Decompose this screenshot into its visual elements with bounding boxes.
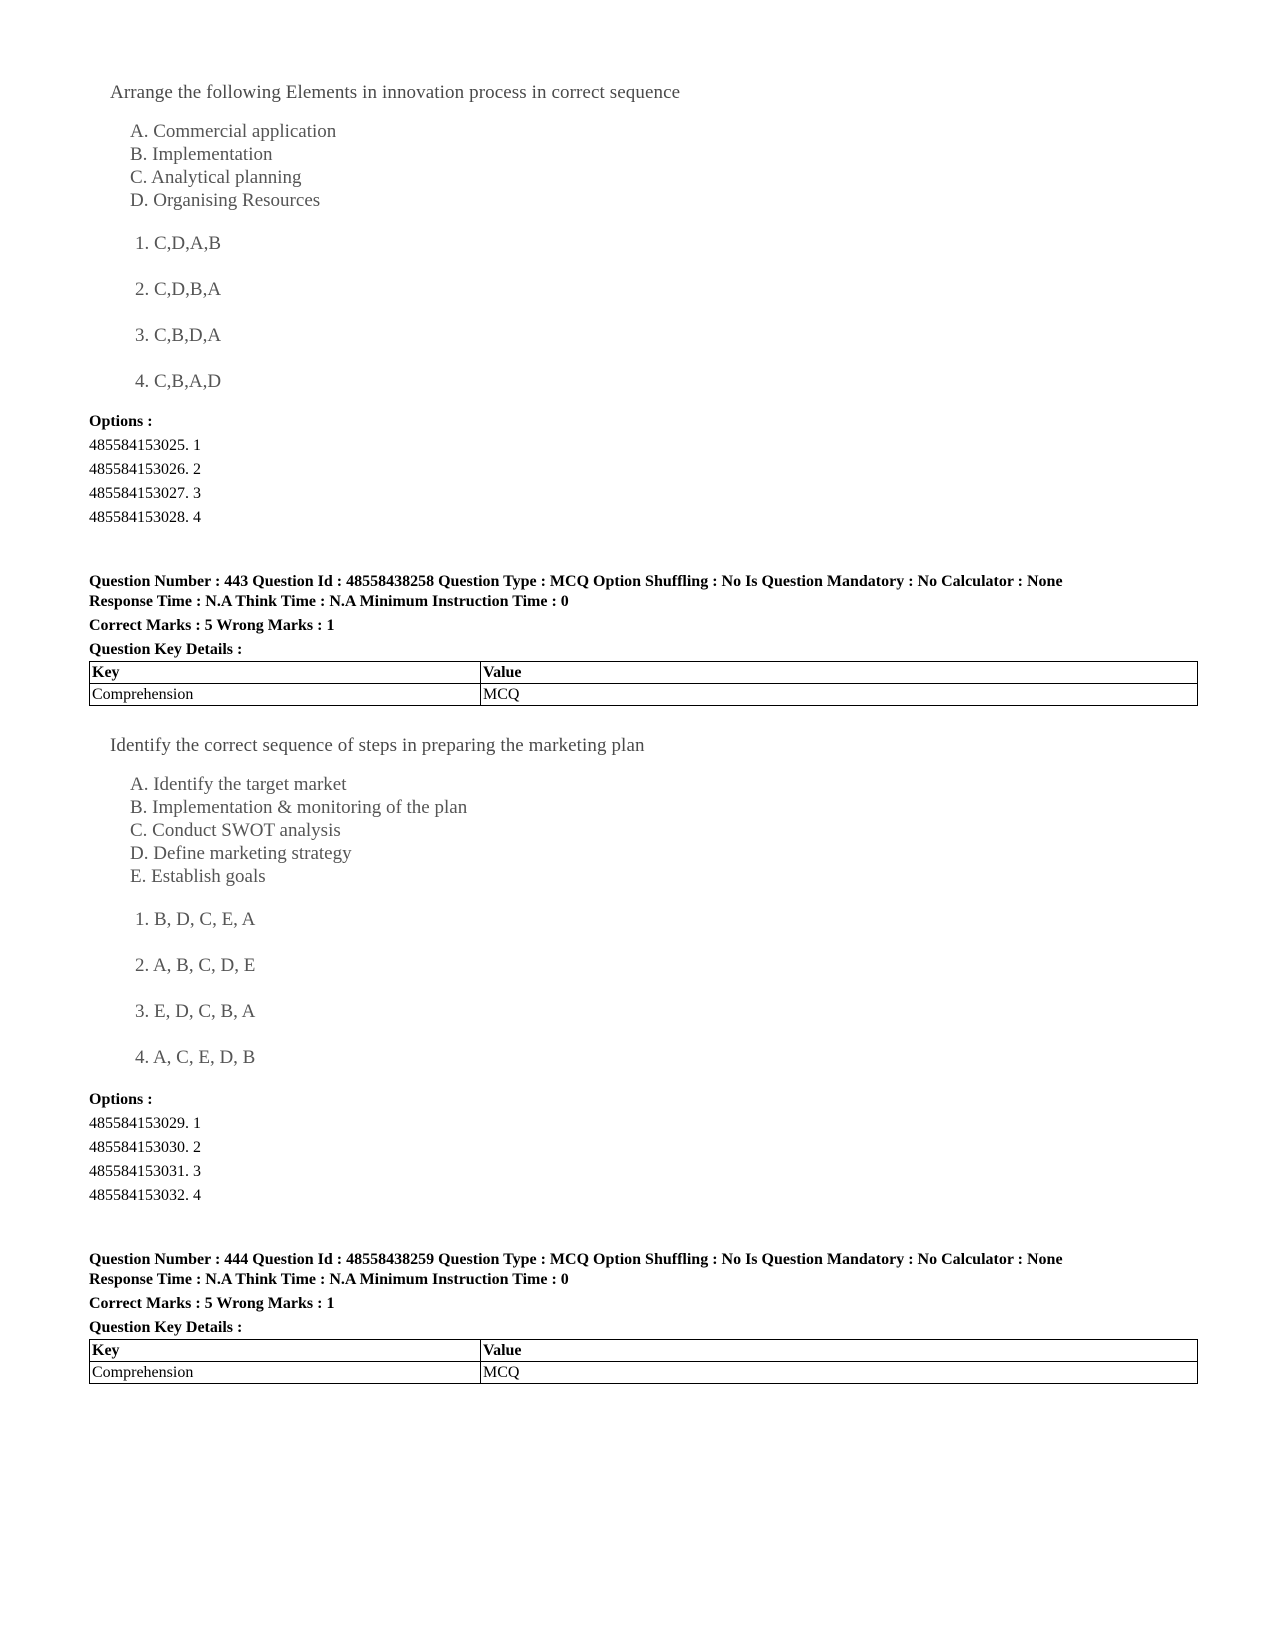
choice-item: 3. E, D, C, B, A: [135, 1001, 256, 1022]
options-block: [89, 1088, 201, 1208]
choice-list: [110, 232, 730, 416]
value-cell: MCQ: [481, 1362, 1198, 1384]
question-meta-443: [89, 572, 1063, 660]
question-stem: Arrange the following Elements in innovation process in correct sequence: [110, 82, 681, 103]
statement-list: [110, 120, 730, 212]
statement-item: B. Implementation & monitoring of the plan: [130, 797, 468, 818]
choice-item: 4. A, C, E, D, B: [135, 1047, 256, 1068]
key-header-cell: Key: [90, 1340, 481, 1362]
key-cell: Comprehension: [90, 684, 481, 706]
table-header-row: [90, 1340, 1198, 1362]
statement-item: A. Commercial application: [130, 121, 337, 142]
key-details-label: Question Key Details :: [89, 641, 243, 658]
statement-item: C. Analytical planning: [130, 167, 302, 188]
choice-list: [110, 908, 730, 1092]
question-image-marketing-plan: [110, 735, 730, 1092]
options-block: [89, 410, 201, 530]
choice-item: 2. A, B, C, D, E: [135, 955, 256, 976]
choice-item: 1. C,D,A,B: [135, 233, 222, 254]
option-item: 485584153030. 2: [89, 1139, 201, 1156]
question-meta-line: Response Time : N.A Think Time : N.A Minimum Instruction Time : 0: [89, 593, 569, 610]
statement-item: D. Organising Resources: [130, 190, 321, 211]
key-details-table: [89, 661, 1198, 706]
key-cell: Comprehension: [90, 1362, 481, 1384]
table-row: [90, 1362, 1198, 1384]
question-meta-line: Response Time : N.A Think Time : N.A Minimum Instruction Time : 0: [89, 1271, 569, 1288]
value-header-cell: Value: [481, 1340, 1198, 1362]
table-header-row: [90, 662, 1198, 684]
statement-item: A. Identify the target market: [130, 774, 347, 795]
options-header: Options :: [89, 413, 153, 430]
question-stem: Identify the correct sequence of steps in preparing the marketing plan: [110, 735, 645, 756]
question-image-innovation: [110, 82, 730, 416]
value-header-cell: Value: [481, 662, 1198, 684]
option-item: 485584153029. 1: [89, 1115, 201, 1132]
question-meta-444: [89, 1250, 1063, 1338]
marks-line: Correct Marks : 5 Wrong Marks : 1: [89, 617, 335, 634]
option-item: 485584153027. 3: [89, 485, 201, 502]
choice-item: 4. C,B,A,D: [135, 371, 222, 392]
option-item: 485584153026. 2: [89, 461, 201, 478]
statement-item: D. Define marketing strategy: [130, 843, 352, 864]
key-details-label: Question Key Details :: [89, 1319, 243, 1336]
key-header-cell: Key: [90, 662, 481, 684]
statement-item: C. Conduct SWOT analysis: [130, 820, 341, 841]
options-header: Options :: [89, 1091, 153, 1108]
key-details-table: [89, 1339, 1198, 1384]
value-cell: MCQ: [481, 684, 1198, 706]
marks-line: Correct Marks : 5 Wrong Marks : 1: [89, 1295, 335, 1312]
choice-item: 2. C,D,B,A: [135, 279, 222, 300]
option-item: 485584153031. 3: [89, 1163, 201, 1180]
option-item: 485584153025. 1: [89, 437, 201, 454]
question-meta-line: Question Number : 444 Question Id : 48558438259 Question Type : MCQ Option Shuffling : No Is Question Mandatory : No Calculator : None: [89, 1251, 1063, 1268]
table-row: [90, 684, 1198, 706]
option-item: 485584153032. 4: [89, 1187, 201, 1204]
statement-list: [110, 773, 730, 888]
statement-item: B. Implementation: [130, 144, 273, 165]
question-meta-line: Question Number : 443 Question Id : 48558438258 Question Type : MCQ Option Shuffling : No Is Question Mandatory : No Calculator : None: [89, 573, 1063, 590]
choice-item: 1. B, D, C, E, A: [135, 909, 256, 930]
choice-item: 3. C,B,D,A: [135, 325, 222, 346]
statement-item: E. Establish goals: [130, 866, 266, 887]
option-item: 485584153028. 4: [89, 509, 201, 526]
